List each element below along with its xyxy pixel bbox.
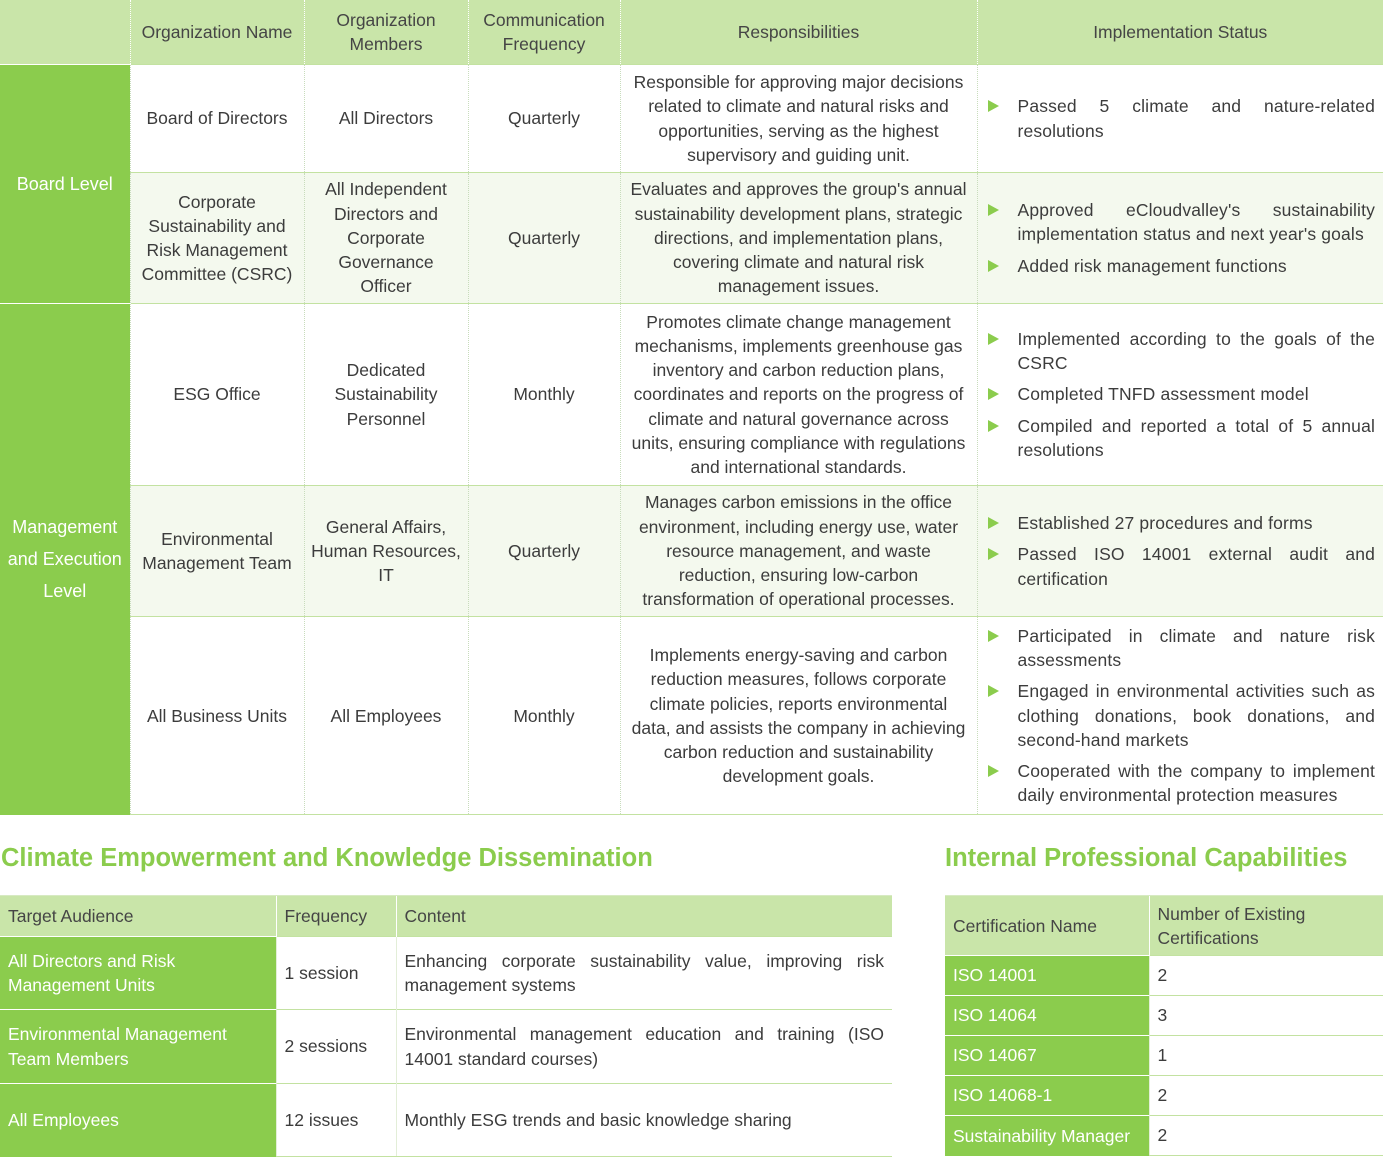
- status-text: Engaged in environmental activities such as clothing donations, book donations, and second-hand markets: [1017, 681, 1375, 750]
- triangle-right-icon: [988, 388, 999, 400]
- status-text: Added risk management functions: [1017, 255, 1287, 276]
- target-audience: All Directors and Risk Management Units: [0, 937, 276, 1010]
- status-text: Passed ISO 14001 external audit and certification: [1017, 544, 1375, 589]
- table-row: [0, 1010, 892, 1084]
- header-implementation-status: Implementation Status: [977, 0, 1383, 65]
- table-row: [0, 617, 1383, 815]
- table-row: [0, 937, 892, 1010]
- org-members: Dedicated Sustainability Personnel: [304, 304, 468, 486]
- empowerment-table: [0, 895, 892, 1157]
- communication-frequency: Quarterly: [468, 486, 620, 617]
- certification-name: ISO 14001: [945, 956, 1149, 996]
- status-text: Participated in climate and nature risk assessments: [1017, 626, 1375, 671]
- org-members: All Independent Directors and Corporate Governance Officer: [304, 173, 468, 304]
- level-management-execution: Management and Execution Level: [0, 304, 130, 815]
- org-name: Corporate Sustainability and Risk Management Committee (CSRC): [130, 173, 304, 304]
- status-item: [988, 254, 1376, 278]
- status-text: Cooperated with the company to implement daily environmental protection measures: [1017, 761, 1375, 806]
- header-organization-members: Organization Members: [304, 0, 468, 65]
- triangle-right-icon: [988, 420, 999, 432]
- status-text: Passed 5 climate and nature-related resolutions: [1017, 96, 1375, 141]
- header-content: Content: [396, 896, 892, 937]
- status-list: [988, 327, 1376, 462]
- status-text: Implemented according to the goals of the CSRC: [1017, 328, 1375, 374]
- triangle-right-icon: [988, 630, 999, 642]
- org-name: All Business Units: [130, 617, 304, 815]
- responsibilities: Manages carbon emissions in the office environment, including energy use, water resource management, and waste reduction, ensuring low-carbon transformation of operational processes.: [620, 486, 977, 617]
- status-text: Compiled and reported a total of 5 annual resolutions: [1017, 415, 1375, 460]
- content: Enhancing corporate sustainability value, improving risk management systems: [396, 937, 892, 1010]
- empowerment-heading: Climate Empowerment and Knowledge Dissemination: [1, 844, 653, 872]
- status-item: [988, 624, 1376, 672]
- implementation-status: [977, 173, 1383, 304]
- header-responsibilities: Responsibilities: [620, 0, 977, 65]
- certification-count: 2: [1149, 956, 1383, 996]
- status-text: Approved eCloudvalley's sustainability implementation status and next year's goals: [1017, 200, 1375, 245]
- implementation-status: [977, 486, 1383, 617]
- certification-count: 2: [1149, 1076, 1383, 1116]
- governance-body: [0, 65, 1383, 815]
- certification-name: Sustainability Manager: [945, 1116, 1149, 1156]
- table-row: [945, 1036, 1383, 1076]
- triangle-right-icon: [988, 100, 999, 112]
- communication-frequency: Quarterly: [468, 173, 620, 304]
- responsibilities: Responsible for approving major decisions related to climate and natural risks and opportunities, serving as the highest supervisory and guiding unit.: [620, 65, 977, 173]
- table-row: [0, 486, 1383, 617]
- status-text: Completed TNFD assessment model: [1017, 384, 1309, 405]
- table-row: [945, 956, 1383, 996]
- target-audience: Environmental Management Team Members: [0, 1010, 276, 1084]
- triangle-right-icon: [988, 333, 999, 345]
- status-item: [988, 679, 1376, 752]
- status-item: [988, 327, 1376, 375]
- header-certification-count: Number of Existing Certifications: [1149, 896, 1383, 956]
- triangle-right-icon: [988, 548, 999, 560]
- certification-name: ISO 14067: [945, 1036, 1149, 1076]
- table-row: [945, 1076, 1383, 1116]
- triangle-right-icon: [988, 204, 999, 216]
- org-name: Board of Directors: [130, 65, 304, 173]
- table-row: [0, 173, 1383, 304]
- level-board: Board Level: [0, 65, 130, 304]
- status-list: [988, 198, 1376, 278]
- header-certification-name: Certification Name: [945, 896, 1149, 956]
- header-organization-name: Organization Name: [130, 0, 304, 65]
- content: Environmental management education and training (ISO 14001 standard courses): [396, 1010, 892, 1084]
- target-audience: All Employees: [0, 1084, 276, 1157]
- certification-name: ISO 14064: [945, 996, 1149, 1036]
- capabilities-table: [945, 895, 1383, 1156]
- org-members: All Directors: [304, 65, 468, 173]
- header-frequency: Frequency: [276, 896, 396, 937]
- certification-count: 1: [1149, 1036, 1383, 1076]
- implementation-status: [977, 65, 1383, 173]
- content: Monthly ESG trends and basic knowledge sharing: [396, 1084, 892, 1157]
- responsibilities: Evaluates and approves the group's annual sustainability development plans, strategic directions, and implementation plans, covering climate and natural risk management issues.: [620, 173, 977, 304]
- triangle-right-icon: [988, 685, 999, 697]
- status-item: [988, 414, 1376, 462]
- header-level: [0, 0, 130, 65]
- triangle-right-icon: [988, 765, 999, 777]
- org-members: All Employees: [304, 617, 468, 815]
- certification-count: 2: [1149, 1116, 1383, 1156]
- communication-frequency: Monthly: [468, 304, 620, 486]
- org-name: Environmental Management Team: [130, 486, 304, 617]
- governance-header-row: [0, 0, 1383, 65]
- org-members: General Affairs, Human Resources, IT: [304, 486, 468, 617]
- table-row: [945, 1116, 1383, 1156]
- org-name: ESG Office: [130, 304, 304, 486]
- capabilities-header-row: [945, 896, 1383, 956]
- frequency: 1 session: [276, 937, 396, 1010]
- header-communication-frequency: Communication Frequency: [468, 0, 620, 65]
- status-item: [988, 759, 1376, 807]
- table-row: [0, 304, 1383, 486]
- table-row: [0, 65, 1383, 173]
- status-list: [988, 511, 1376, 591]
- empowerment-header-row: [0, 896, 892, 937]
- implementation-status: [977, 617, 1383, 815]
- status-item: [988, 94, 1376, 142]
- communication-frequency: Monthly: [468, 617, 620, 815]
- table-row: [945, 996, 1383, 1036]
- status-item: [988, 382, 1376, 406]
- status-text: Established 27 procedures and forms: [1017, 513, 1313, 534]
- status-list: [988, 624, 1376, 807]
- status-item: [988, 542, 1376, 590]
- table-row: [0, 1084, 892, 1157]
- communication-frequency: Quarterly: [468, 65, 620, 173]
- responsibilities: Implements energy-saving and carbon reduction measures, follows corporate climate policies, reports environmental data, and assists the company in achieving carbon reduction and sustainability development goals.: [620, 617, 977, 815]
- implementation-status: [977, 304, 1383, 486]
- capabilities-heading: Internal Professional Capabilities: [945, 844, 1348, 872]
- frequency: 2 sessions: [276, 1010, 396, 1084]
- responsibilities: Promotes climate change management mechanisms, implements greenhouse gas inventory and carbon reduction plans, coordinates and reports on the progress of climate and natural governance across units, ensuring compliance with regulations and international standards.: [620, 304, 977, 486]
- header-target-audience: Target Audience: [0, 896, 276, 937]
- frequency: 12 issues: [276, 1084, 396, 1157]
- status-item: [988, 198, 1376, 246]
- certification-name: ISO 14068-1: [945, 1076, 1149, 1116]
- triangle-right-icon: [988, 260, 999, 272]
- status-item: [988, 511, 1376, 535]
- status-list: [988, 94, 1376, 142]
- certification-count: 3: [1149, 996, 1383, 1036]
- triangle-right-icon: [988, 517, 999, 529]
